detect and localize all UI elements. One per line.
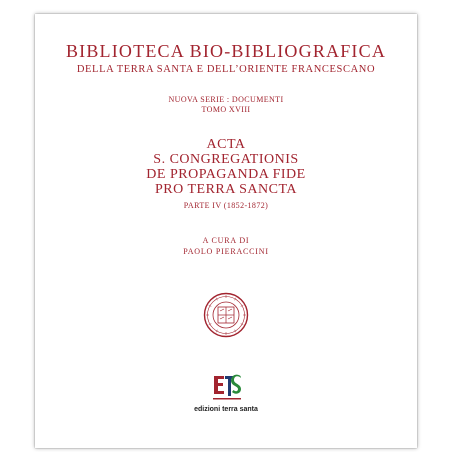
series-label: NUOVA SERIE : DOCUMENTI	[168, 95, 284, 104]
book-title-line-1: ACTA	[206, 137, 246, 152]
institutional-seal-icon	[203, 292, 249, 338]
part-label: PARTE IV (1852-1872)	[183, 201, 269, 210]
series-subtitle: DELLA TERRA SANTA E DELL’ORIENTE FRANCESCANO	[76, 64, 376, 75]
publisher-logo-icon	[211, 372, 243, 402]
editor-name: PAOLO PIERACCINI	[183, 247, 269, 256]
book-cover	[35, 14, 417, 448]
series-title: BIBLIOTECA BIO-BIBLIOGRAFICA	[65, 41, 387, 61]
book-title-line-3: DE PROPAGANDA FIDE	[146, 167, 306, 182]
publisher-name: edizioni terra santa	[194, 406, 258, 413]
book-title-line-2: S. CONGREGATIONIS	[153, 152, 299, 167]
editor-label: A CURA DI	[202, 236, 250, 245]
book-title-line-4: PRO TERRA SANCTA	[155, 182, 297, 197]
volume-number: TOMO XVIII	[201, 105, 251, 114]
